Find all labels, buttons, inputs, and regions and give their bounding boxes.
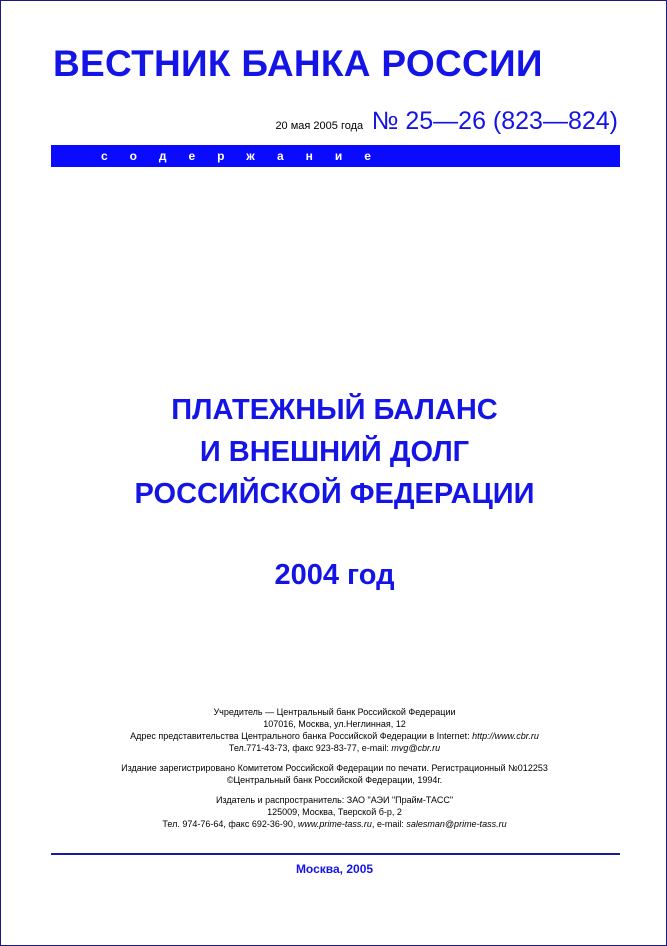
distributor-email-link[interactable]: salesman@prime-tass.ru — [406, 819, 507, 829]
imprint-founder-group — [1, 706, 667, 754]
founder-line: Учредитель — Центральный банк Российской Федерации — [213, 707, 456, 717]
issue-number: № 25—26 (823—824) — [371, 107, 618, 135]
distributor-contact-line — [1, 818, 667, 830]
main-title — [1, 389, 667, 515]
report-year: 2004 год — [274, 559, 395, 591]
web-link[interactable]: http://www.cbr.ru — [472, 731, 539, 741]
distributor-site-link[interactable]: www.prime-tass.ru — [297, 819, 372, 829]
distributor-line: Издатель и распространитель: ЗАО "АЭИ "Прайм-ТАСС" — [215, 795, 454, 805]
contact-email-link[interactable]: mvg@cbr.ru — [391, 743, 441, 753]
founder-address: 107016, Москва, ул.Неглинная, 12 — [263, 719, 406, 729]
registration-line: Издание зарегистрировано Комитетом Российской Федерации по печати. Регистрационный №012253 — [121, 763, 548, 773]
issue-date: 20 мая 2005 года — [275, 120, 364, 132]
distributor-email-prefix: , e-mail: — [371, 819, 407, 829]
main-title-line-3: РОССИЙСКОЙ ФЕДЕРАЦИИ — [134, 478, 535, 510]
journal-title: ВЕСТНИК БАНКА РОССИИ — [53, 43, 543, 84]
imprint — [1, 706, 667, 838]
imprint-registration-group — [1, 762, 667, 786]
issue-line — [275, 107, 618, 136]
distributor-address: 125009, Москва, Тверской б-р, 2 — [267, 807, 402, 817]
web-line — [1, 730, 667, 742]
contact-prefix: Тел.771-43-73, факс 923-83-77, e-mail: — [228, 743, 392, 753]
imprint-distributor-group — [1, 794, 667, 830]
contents-bar[interactable]: содержание — [51, 145, 620, 167]
city-year: Москва, 2005 — [295, 862, 374, 876]
main-title-line-2: И ВНЕШНИЙ ДОЛГ — [199, 436, 470, 468]
web-prefix: Адрес представительства Центрального банка Российской Федерации в Internet: — [130, 731, 473, 741]
distributor-phone: Тел. 974-76-64, факс 692-36-90, — [162, 819, 298, 829]
copyright-line: ©Центральный банк Российской Федерации, 1994г. — [226, 775, 443, 785]
footer-divider — [51, 853, 620, 855]
main-title-line-1: ПЛАТЕЖНЫЙ БАЛАНС — [171, 394, 498, 426]
contact-line — [1, 742, 667, 754]
